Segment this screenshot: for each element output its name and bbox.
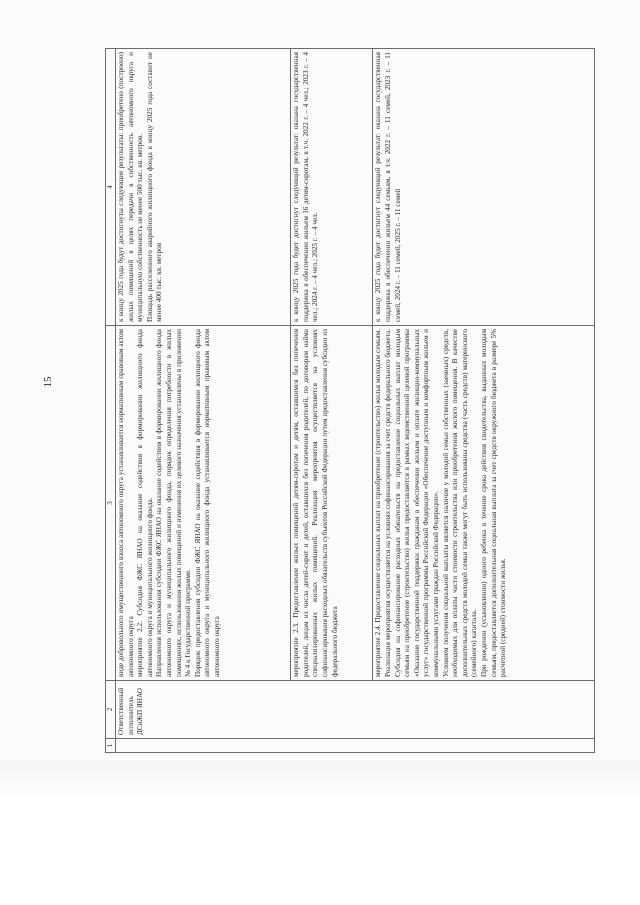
result-text: Площадь расселенного аварийного жилищного фонда к концу 2025 года составит не менее 400 тыс. кв. метров (145, 52, 164, 322)
measure-text: При рождении (усыновлении) одного ребенка в течение срока действия свидетельства, выданных молодым семьям, предоставляется дополнительная социальная выплата за счет средств окружного бюджета в размере 5% расчетной (средней) стоимости жилья. (479, 329, 508, 677)
col-header-3: 3 (106, 326, 116, 681)
col-header-2: 2 (106, 681, 116, 739)
page-bottom-margin (0, 800, 640, 905)
measure-text: Направления использования субсидии ФЖС ЯНАО на оказание содействия в формировании жилищного фонда автономного округа и муниципального жилищного фонда, порядок определения потребности в жилых помещениях, использования жилых помещений и изменения их целевого назначения установлены в приложении № 4 к Государственной программе. (155, 329, 193, 677)
measure-text: виде добровольного имущественного взноса автономного округа устанавливается нормативным правовым актом автономного округа (117, 329, 135, 677)
result-text: к концу 2025 года будет достигнут следующий результат: оказана государственная поддержка в обеспечении жильем 16 детям-сиротам, в т.ч. 2022 г. – 4 чел.; 2023 г. – 4 чел.; 2024 г. – 4 чел.; 2025 г. – 4 чел. (292, 52, 320, 322)
result-text: к концу 2025 года будут достигнуты следующие результаты: приобретено (построено) жилых помещений в целях передачи в собственность автономного округа и муниципальную собственность не менее 500 тыс. кв. метров. (117, 52, 145, 322)
measure-text: Условием получения социальной выплаты является наличие у молодой семьи собственных (заемных) средств, необходимых для оплаты части стоимости строительства или приобретения жилого помещения. В качестве дополнительных средств молодой семьи также могут быть использованы средства (часть средств) материнского (семейного) капитала. (441, 329, 479, 677)
col-header-4: 4 (106, 49, 116, 326)
measure-cell (291, 326, 373, 681)
measure-text: мероприятие 2.2. Субсидия ФЖС ЯНАО на оказание содействия в формировании жилищного фонда автономного округа и муниципального жилищного фонда. (136, 329, 154, 677)
cell-number (116, 739, 595, 753)
header-row (106, 49, 116, 753)
measure-text: Порядок предоставления субсидии ФЖС ЯНАО на оказание содействия в формировании жилищного фонда автономного округа и муниципального жилищного фонда устанавливается нормативным правовым актом автономного округа (193, 329, 221, 677)
col-header-1: 1 (106, 739, 116, 753)
table-row (116, 49, 291, 753)
responsible-text: Ответственный исполнитель ДСиЖП ЯНАО (117, 687, 145, 735)
rotated-table (105, 48, 595, 753)
measure-text: мероприятие 2.3. Предоставление жилых помещений детям-сиротам и детям, оставшимся без попечения родителей, лицам из числа детей-сирот и детей, оставшихся без попечения родителей, по договорам найма специализированных жилых помещений. Реализация мероприятия осуществляется на условиях софинансирования расходных обязательств субъектов Российской Федерации путем предоставления субсидии из федерального бюджета (292, 329, 339, 677)
result-cell (373, 49, 595, 326)
measure-cell (116, 326, 291, 681)
table-row (373, 49, 595, 753)
result-cell (291, 49, 373, 326)
page-number-wrap (42, 372, 58, 392)
result-cell (116, 49, 291, 326)
measures-table (105, 48, 595, 753)
measure-text: мероприятие 2.4. Предоставление социальных выплат на приобретение (строительство) жилья молодым семьям. Реализация мероприятия осуществляется на условиях софинансирования за счет средств федерального бюджета. Субсидия на софинансирование расходных обязательств на предоставление социальных выплат молодым семьям на приобретение (строительство) жилья предоставляется в рамках ведомственной целевой программы «Оказание государственной поддержки гражданам в обеспечении жильем и оплате жилищно-коммунальных услуг» государственной программы Российской Федерации «Обеспечение доступным и комфортным жильем и коммунальными услугами граждан Российской Федерации». (374, 329, 440, 677)
scan-edge-shadow (0, 760, 640, 800)
responsible-cell (116, 681, 595, 739)
page-number: 15 (42, 376, 54, 388)
result-text: к концу 2025 года будет достигнут следующий результат: оказана государственная поддержка в обеспечении жильем 44 семьям, в т.ч. 2022 г. – 11 семей, 2023 г. – 11 семей, 2024 г. – 11 семей, 2025 г. – 11 семей (374, 52, 402, 322)
table-row (291, 49, 373, 753)
measure-cell (373, 326, 595, 681)
